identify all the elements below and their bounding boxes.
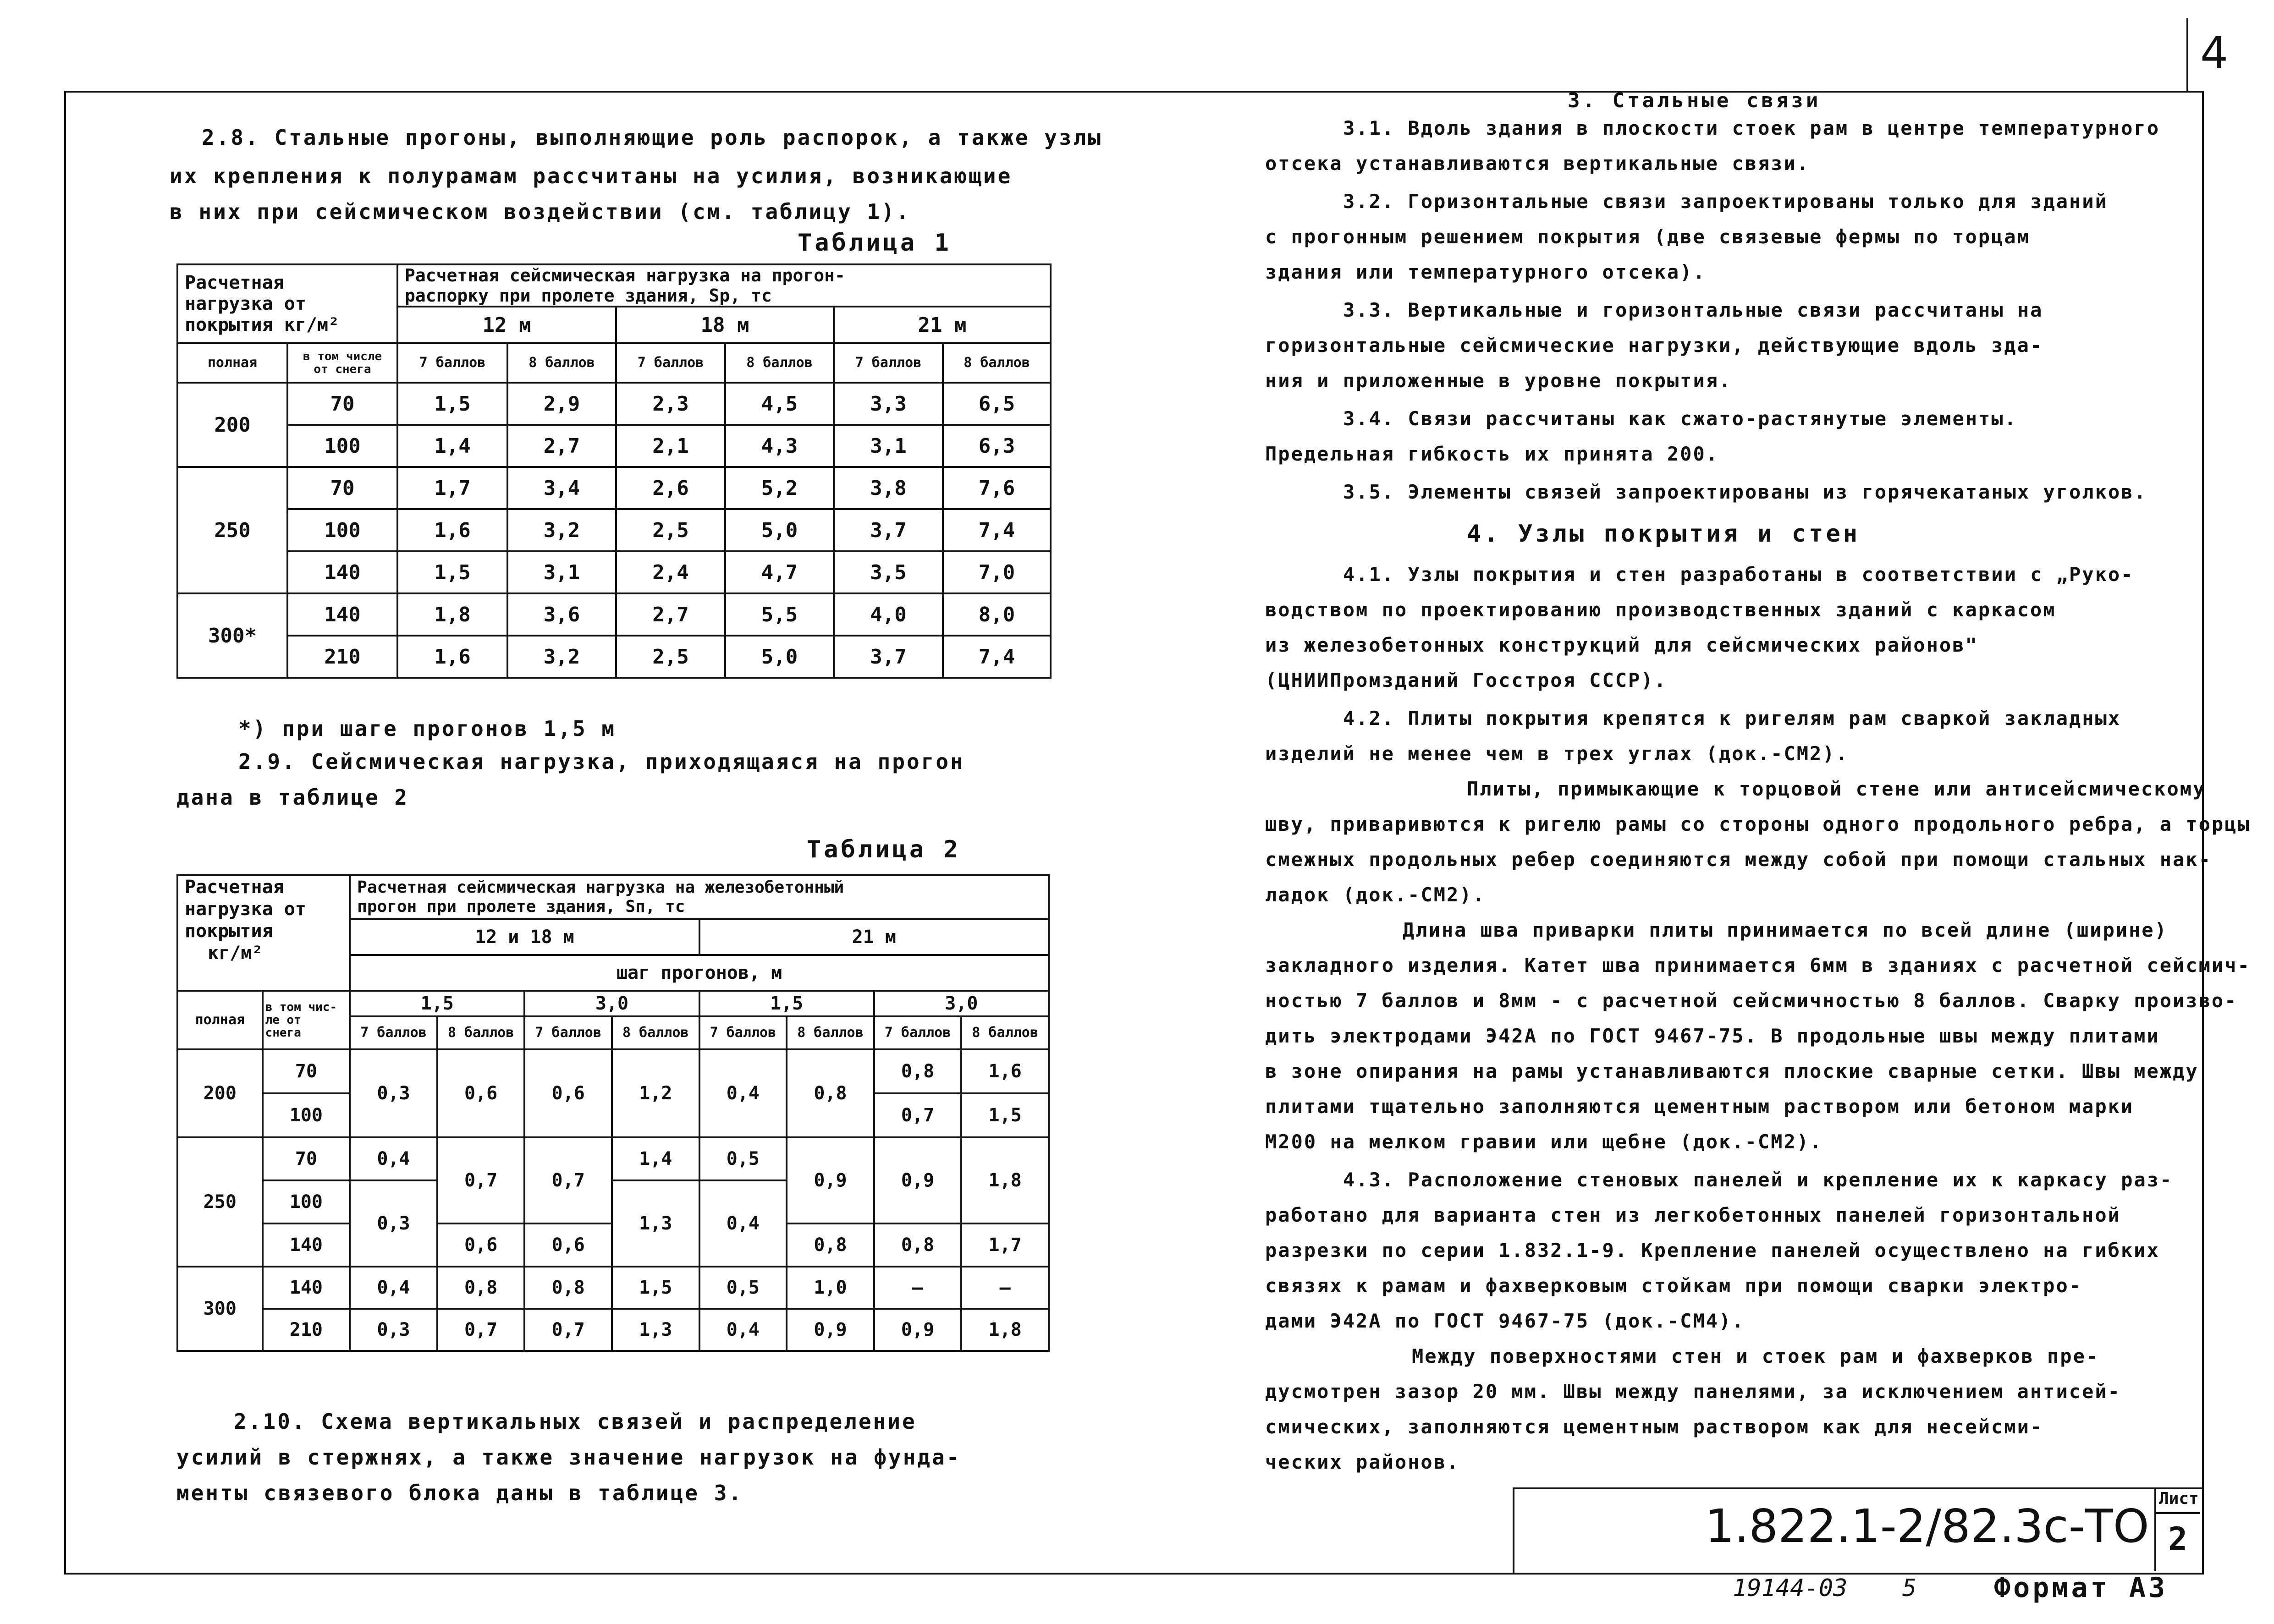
t1-full: 250 (177, 467, 287, 593)
t1-grade: 7 баллов (616, 343, 725, 383)
t2-cell: 0,7 (524, 1137, 612, 1223)
t2-cell: 0,8 (787, 1049, 874, 1137)
t1-cell: 6,3 (943, 425, 1051, 467)
t2-grade: 8 баллов (612, 1016, 699, 1049)
para-4-2-line: Плиты, примыкающие к торцовой стене или антисейсмическому (1467, 778, 2206, 800)
t1-header-load: Расчетная нагрузка от покрытия кг/м² (177, 264, 397, 343)
t2-grade: 7 баллов (874, 1016, 962, 1049)
para-3-3-line: горизонтальные сейсмические нагрузки, действующие вдоль зда- (1265, 334, 2043, 357)
t2-grade: 7 баллов (350, 1016, 437, 1049)
para-4-1-line: 4.1. Узлы покрытия и стен разработаны в соответствии с „Руко- (1343, 563, 2134, 586)
para-2-10-line3: менты связевого блока даны в таблице 3. (176, 1481, 743, 1505)
para-4-3-line: связях к рамам и фахверковым стойкам при помощи сварки электро- (1265, 1274, 2082, 1297)
para-4-3-line: 4.3. Расположение стеновых панелей и крепление их к каркасу раз- (1343, 1169, 2173, 1191)
para-3-4-line: 3.4. Связи рассчитаны как сжато-растянутые элементы. (1343, 407, 2017, 430)
t1-cell: 5,0 (725, 509, 834, 551)
para-4-1-line: (ЦНИИПромзданий Госстроя СССР). (1265, 669, 1667, 691)
t2-cell: 1,7 (961, 1223, 1049, 1267)
para-4-2-line: Длина шва приварки плиты принимается по всей длине (ширине) (1403, 919, 2168, 941)
t1-cell: 5,0 (725, 636, 834, 678)
t2-cell: 1,0 (787, 1267, 874, 1309)
para-3-2-line: здания или температурного отсека). (1265, 261, 1706, 283)
t1-header-full: полная (177, 343, 287, 383)
t1-cell: 3,2 (507, 636, 616, 678)
t2-header-snow: в том чис- ле от снега (263, 991, 350, 1049)
t2-cell: 0,8 (787, 1223, 874, 1267)
table-1 (176, 263, 1052, 679)
t1-cell: 7,4 (943, 636, 1051, 678)
para-4-2-line: ностью 7 баллов и 8мм - с расчетной сейсмичностью 8 баллов. Сварку произво- (1265, 989, 2238, 1012)
t2-cell: 0,5 (699, 1267, 787, 1309)
t1-row (177, 467, 1051, 509)
t2-cell: 1,8 (961, 1137, 1049, 1223)
t1-cell: 1,5 (397, 551, 507, 593)
t1-cell: 3,2 (507, 509, 616, 551)
t2-cell: 0,4 (699, 1049, 787, 1137)
para-4-2-line: в зоне опирания на рамы устанавливаются плоские сварные сетки. Швы между (1265, 1060, 2199, 1082)
t1-row (177, 509, 1051, 551)
t1-cell: 1,6 (397, 636, 507, 678)
para-4-2-line: плитами тщательно заполняются цементным раствором или бетоном марки (1265, 1095, 2134, 1118)
t2-cell: 0,4 (350, 1267, 437, 1309)
t1-cell: 4,3 (725, 425, 834, 467)
t1-grade: 8 баллов (725, 343, 834, 383)
t2-step: 1,5 (699, 991, 874, 1016)
t2-header-full: полная (177, 991, 263, 1049)
t2-cell: 0,8 (874, 1049, 962, 1093)
t1-cell: 3,5 (834, 551, 943, 593)
t2-span-12-18: 12 и 18 м (350, 919, 699, 955)
para-2-10-line1: 2.10. Схема вертикальных связей и распределение (234, 1409, 917, 1434)
t2-cell: 0,6 (524, 1049, 612, 1137)
t1-cell: 3,1 (507, 551, 616, 593)
t2-cell: 0,9 (787, 1309, 874, 1351)
t1-row (177, 425, 1051, 467)
t2-snow: 100 (263, 1093, 350, 1137)
para-4-3-line: смических, заполняются цементным раствором как для несейсми- (1265, 1416, 2043, 1438)
t1-snow: 70 (287, 467, 397, 509)
para-4-2-line: М200 на мелком гравии или щебне (док.-СМ2). (1265, 1130, 1823, 1153)
t2-snow: 140 (263, 1223, 350, 1267)
para-4-3-line: ческих районов. (1265, 1451, 1460, 1473)
t2-cell: 0,5 (699, 1137, 787, 1180)
t1-cell: 7,6 (943, 467, 1051, 509)
t1-cell: 6,5 (943, 383, 1051, 425)
t1-cell: 3,3 (834, 383, 943, 425)
t2-cell: 1,6 (961, 1049, 1049, 1093)
t2-cell: 0,6 (437, 1223, 525, 1267)
t1-cell: 2,3 (616, 383, 725, 425)
footer-format: Формат А3 (1994, 1572, 2168, 1604)
t2-snow: 70 (263, 1137, 350, 1180)
para-2-8-line3: в них при сейсмическом воздействии (см. таблицу 1). (170, 199, 911, 224)
title-block-divider (2154, 1487, 2156, 1571)
para-2-8-line2: их крепления к полурамам рассчитаны на усилия, возникающие (170, 164, 1013, 188)
t2-full: 250 (177, 1137, 263, 1267)
t2-cell: 0,7 (437, 1309, 525, 1351)
para-4-2-line: смежных продольных ребер соединяются между собой при помощи стальных нак- (1265, 848, 2212, 871)
t2-snow: 210 (263, 1309, 350, 1351)
t1-cell: 2,9 (507, 383, 616, 425)
t1-grade: 7 баллов (834, 343, 943, 383)
t1-cell: 2,7 (616, 593, 725, 636)
t1-snow: 140 (287, 551, 397, 593)
t2-cell: 0,8 (874, 1223, 962, 1267)
t2-cell: 1,5 (961, 1093, 1049, 1137)
t2-full: 300 (177, 1267, 263, 1351)
t1-grade: 8 баллов (943, 343, 1051, 383)
t2-snow: 70 (263, 1049, 350, 1093)
t2-step-label: шаг прогонов, м (350, 955, 1049, 991)
para-4-3-line: работано для варианта стен из легкобетонных панелей горизонтальной (1265, 1204, 2121, 1226)
t1-span-21: 21 м (834, 307, 1051, 343)
t1-span-12: 12 м (397, 307, 616, 343)
section-3-title: 3. Стальные связи (1568, 89, 1821, 112)
t1-row (177, 551, 1051, 593)
t1-cell: 3,8 (834, 467, 943, 509)
corner-box (2186, 18, 2188, 92)
t1-header-snow: в том числе от снега (287, 343, 397, 383)
t2-cell: 0,4 (350, 1137, 437, 1180)
para-3-1-line: 3.1. Вдоль здания в плоскости стоек рам в центре температурного (1343, 117, 2160, 139)
t1-full: 200 (177, 383, 287, 467)
t2-cell: 0,8 (524, 1267, 612, 1309)
t1-cell: 7,0 (943, 551, 1051, 593)
t2-cell: 0,7 (437, 1137, 525, 1223)
para-3-3-line: ния и приложенные в уровне покрытия. (1265, 369, 1732, 392)
t1-cell: 2,5 (616, 509, 725, 551)
t2-cell: 0,7 (524, 1309, 612, 1351)
t1-body (177, 383, 1051, 678)
para-3-5-line: 3.5. Элементы связей запроектированы из горячекатаных уголков. (1343, 481, 2147, 503)
t1-cell: 2,5 (616, 636, 725, 678)
t2-cell: 1,5 (612, 1267, 699, 1309)
t1-cell: 1,6 (397, 509, 507, 551)
t2-cell: 0,8 (437, 1267, 525, 1309)
t1-cell: 3,7 (834, 636, 943, 678)
t1-snow: 100 (287, 509, 397, 551)
para-4-1-line: из железобетонных конструкций для сейсмических районов" (1265, 634, 1978, 656)
t1-cell: 3,7 (834, 509, 943, 551)
table1-note: *) при шаге прогонов 1,5 м (238, 716, 617, 741)
t1-cell: 1,7 (397, 467, 507, 509)
t1-header-seismic: Расчетная сейсмическая нагрузка на прогон- распорку при пролете здания, Sр, тс (397, 264, 1051, 307)
t1-span-18: 18 м (616, 307, 834, 343)
t2-cell: 0,6 (437, 1049, 525, 1137)
t1-cell: 7,4 (943, 509, 1051, 551)
t2-cell: 0,9 (874, 1137, 962, 1223)
t1-full: 300* (177, 593, 287, 678)
t2-header-load: Расчетная нагрузка от покрытия кг/м² (177, 875, 350, 991)
t2-cell: — (874, 1267, 962, 1309)
t1-cell: 3,6 (507, 593, 616, 636)
para-2-9-line1: 2.9. Сейсмическая нагрузка, приходящаяся на прогон (238, 749, 965, 774)
section-4-title: 4. Узлы покрытия и стен (1467, 520, 1861, 548)
t1-cell: 3,1 (834, 425, 943, 467)
t2-header-seismic: Расчетная сейсмическая нагрузка на железобетонный прогон при пролете здания, Sп, тс (350, 875, 1049, 919)
para-3-2-line: с прогонным решением покрытия (две связевые фермы по торцам (1265, 225, 2030, 248)
t1-row (177, 636, 1051, 678)
para-3-3-line: 3.3. Вертикальные и горизонтальные связи рассчитаны на (1343, 299, 2043, 321)
para-2-9-line2: дана в таблице 2 (176, 785, 409, 810)
para-3-1-line: отсека устанавливаются вертикальные связи. (1265, 152, 1810, 175)
t2-step: 3,0 (524, 991, 699, 1016)
t1-snow: 210 (287, 636, 397, 678)
corner-number: 4 (2200, 27, 2229, 79)
t2-grade: 7 баллов (524, 1016, 612, 1049)
para-4-3-line: дусмотрен зазор 20 мм. Швы между панелями, за исключением антисей- (1265, 1380, 2121, 1403)
sheet-label: Лист (2159, 1489, 2199, 1508)
t1-row (177, 593, 1051, 636)
t2-cell: 0,9 (787, 1137, 874, 1223)
t2-cell: 0,9 (874, 1309, 962, 1351)
t2-snow: 140 (263, 1267, 350, 1309)
t1-cell: 2,7 (507, 425, 616, 467)
t1-cell: 5,5 (725, 593, 834, 636)
para-4-1-line: водством по проектированию производственных зданий с каркасом (1265, 598, 2056, 621)
t1-cell: 2,4 (616, 551, 725, 593)
table-2 (176, 874, 1050, 1352)
para-3-2-line: 3.2. Горизонтальные связи запроектированы только для зданий (1343, 190, 2108, 213)
table2-caption: Таблица 2 (807, 836, 961, 863)
para-4-2-line: ладок (док.-СМ2). (1265, 883, 1486, 906)
document-code: 1.822.1-2/82.3с-ТО (1705, 1499, 2149, 1553)
t2-cell: 1,8 (961, 1309, 1049, 1351)
para-4-2-line: закладного изделия. Катет шва принимается 6мм в зданиях с расчетной сейсмич- (1265, 954, 2251, 977)
t2-step: 1,5 (350, 991, 524, 1016)
t2-span-21: 21 м (699, 919, 1049, 955)
sheet-number: 2 (2168, 1520, 2188, 1558)
t2-cell: 1,4 (612, 1137, 699, 1180)
para-4-2-line: 4.2. Плиты покрытия крепятся к ригелям рам сваркой закладных (1343, 707, 2121, 730)
para-4-3-line: Между поверхностями стен и стоек рам и фахверков пре- (1412, 1345, 2099, 1367)
para-4-2-line: дить электродами Э42А по ГОСТ 9467-75. В продольные швы между плитами (1265, 1025, 2160, 1047)
para-4-3-line: дами Э42А по ГОСТ 9467-75 (док.-СМ4). (1265, 1310, 1745, 1332)
t1-cell: 4,7 (725, 551, 834, 593)
para-2-8-line1: 2.8. Стальные прогоны, выполняющие роль распорок, а также узлы (202, 125, 1103, 150)
table1-caption: Таблица 1 (798, 229, 952, 257)
t1-cell: 5,2 (725, 467, 834, 509)
t2-cell: 0,3 (350, 1309, 437, 1351)
footer-inventory: 19144-03 (1733, 1575, 1848, 1602)
t1-cell: 4,0 (834, 593, 943, 636)
t2-cell: 1,3 (612, 1180, 699, 1267)
para-4-3-line: разрезки по серии 1.832.1-9. Крепление панелей осуществлено на гибких (1265, 1239, 2160, 1262)
t1-row (177, 383, 1051, 425)
t1-grade: 7 баллов (397, 343, 507, 383)
para-3-4-line: Предельная гибкость их принята 200. (1265, 443, 1719, 465)
t2-grade: 8 баллов (437, 1016, 525, 1049)
para-2-10-line2: усилий в стержнях, а также значение нагрузок на фунда- (176, 1445, 961, 1470)
t1-cell: 1,5 (397, 383, 507, 425)
t2-cell: 0,3 (350, 1049, 437, 1137)
para-4-2-line: шву, приваривются к ригелю рамы со стороны одного продольного ребра, а торцы (1265, 813, 2251, 835)
t2-cell: 0,4 (699, 1180, 787, 1267)
t2-cell: — (961, 1267, 1049, 1309)
t2-grade: 8 баллов (787, 1016, 874, 1049)
t1-cell: 3,4 (507, 467, 616, 509)
t2-cell: 0,6 (524, 1223, 612, 1267)
t1-snow: 100 (287, 425, 397, 467)
t2-cell: 0,7 (874, 1093, 962, 1137)
t1-cell: 8,0 (943, 593, 1051, 636)
t1-cell: 2,6 (616, 467, 725, 509)
t2-snow: 100 (263, 1180, 350, 1223)
t1-cell: 2,1 (616, 425, 725, 467)
t1-cell: 4,5 (725, 383, 834, 425)
t2-grade: 7 баллов (699, 1016, 787, 1049)
title-block-hline (2154, 1512, 2200, 1514)
t2-grade: 8 баллов (961, 1016, 1049, 1049)
t2-cell: 1,3 (612, 1309, 699, 1351)
para-4-2-line: изделий не менее чем в трех углах (док.-СМ2). (1265, 742, 1849, 765)
t1-cell: 1,8 (397, 593, 507, 636)
t2-cell: 0,4 (699, 1309, 787, 1351)
t2-step: 3,0 (874, 991, 1049, 1016)
t2-cell: 0,3 (350, 1180, 437, 1267)
t1-cell: 1,4 (397, 425, 507, 467)
t1-snow: 140 (287, 593, 397, 636)
t1-grade: 8 баллов (507, 343, 616, 383)
t2-cell: 1,2 (612, 1049, 699, 1137)
t2-full: 200 (177, 1049, 263, 1137)
footer-number: 5 (1902, 1575, 1917, 1602)
t1-snow: 70 (287, 383, 397, 425)
